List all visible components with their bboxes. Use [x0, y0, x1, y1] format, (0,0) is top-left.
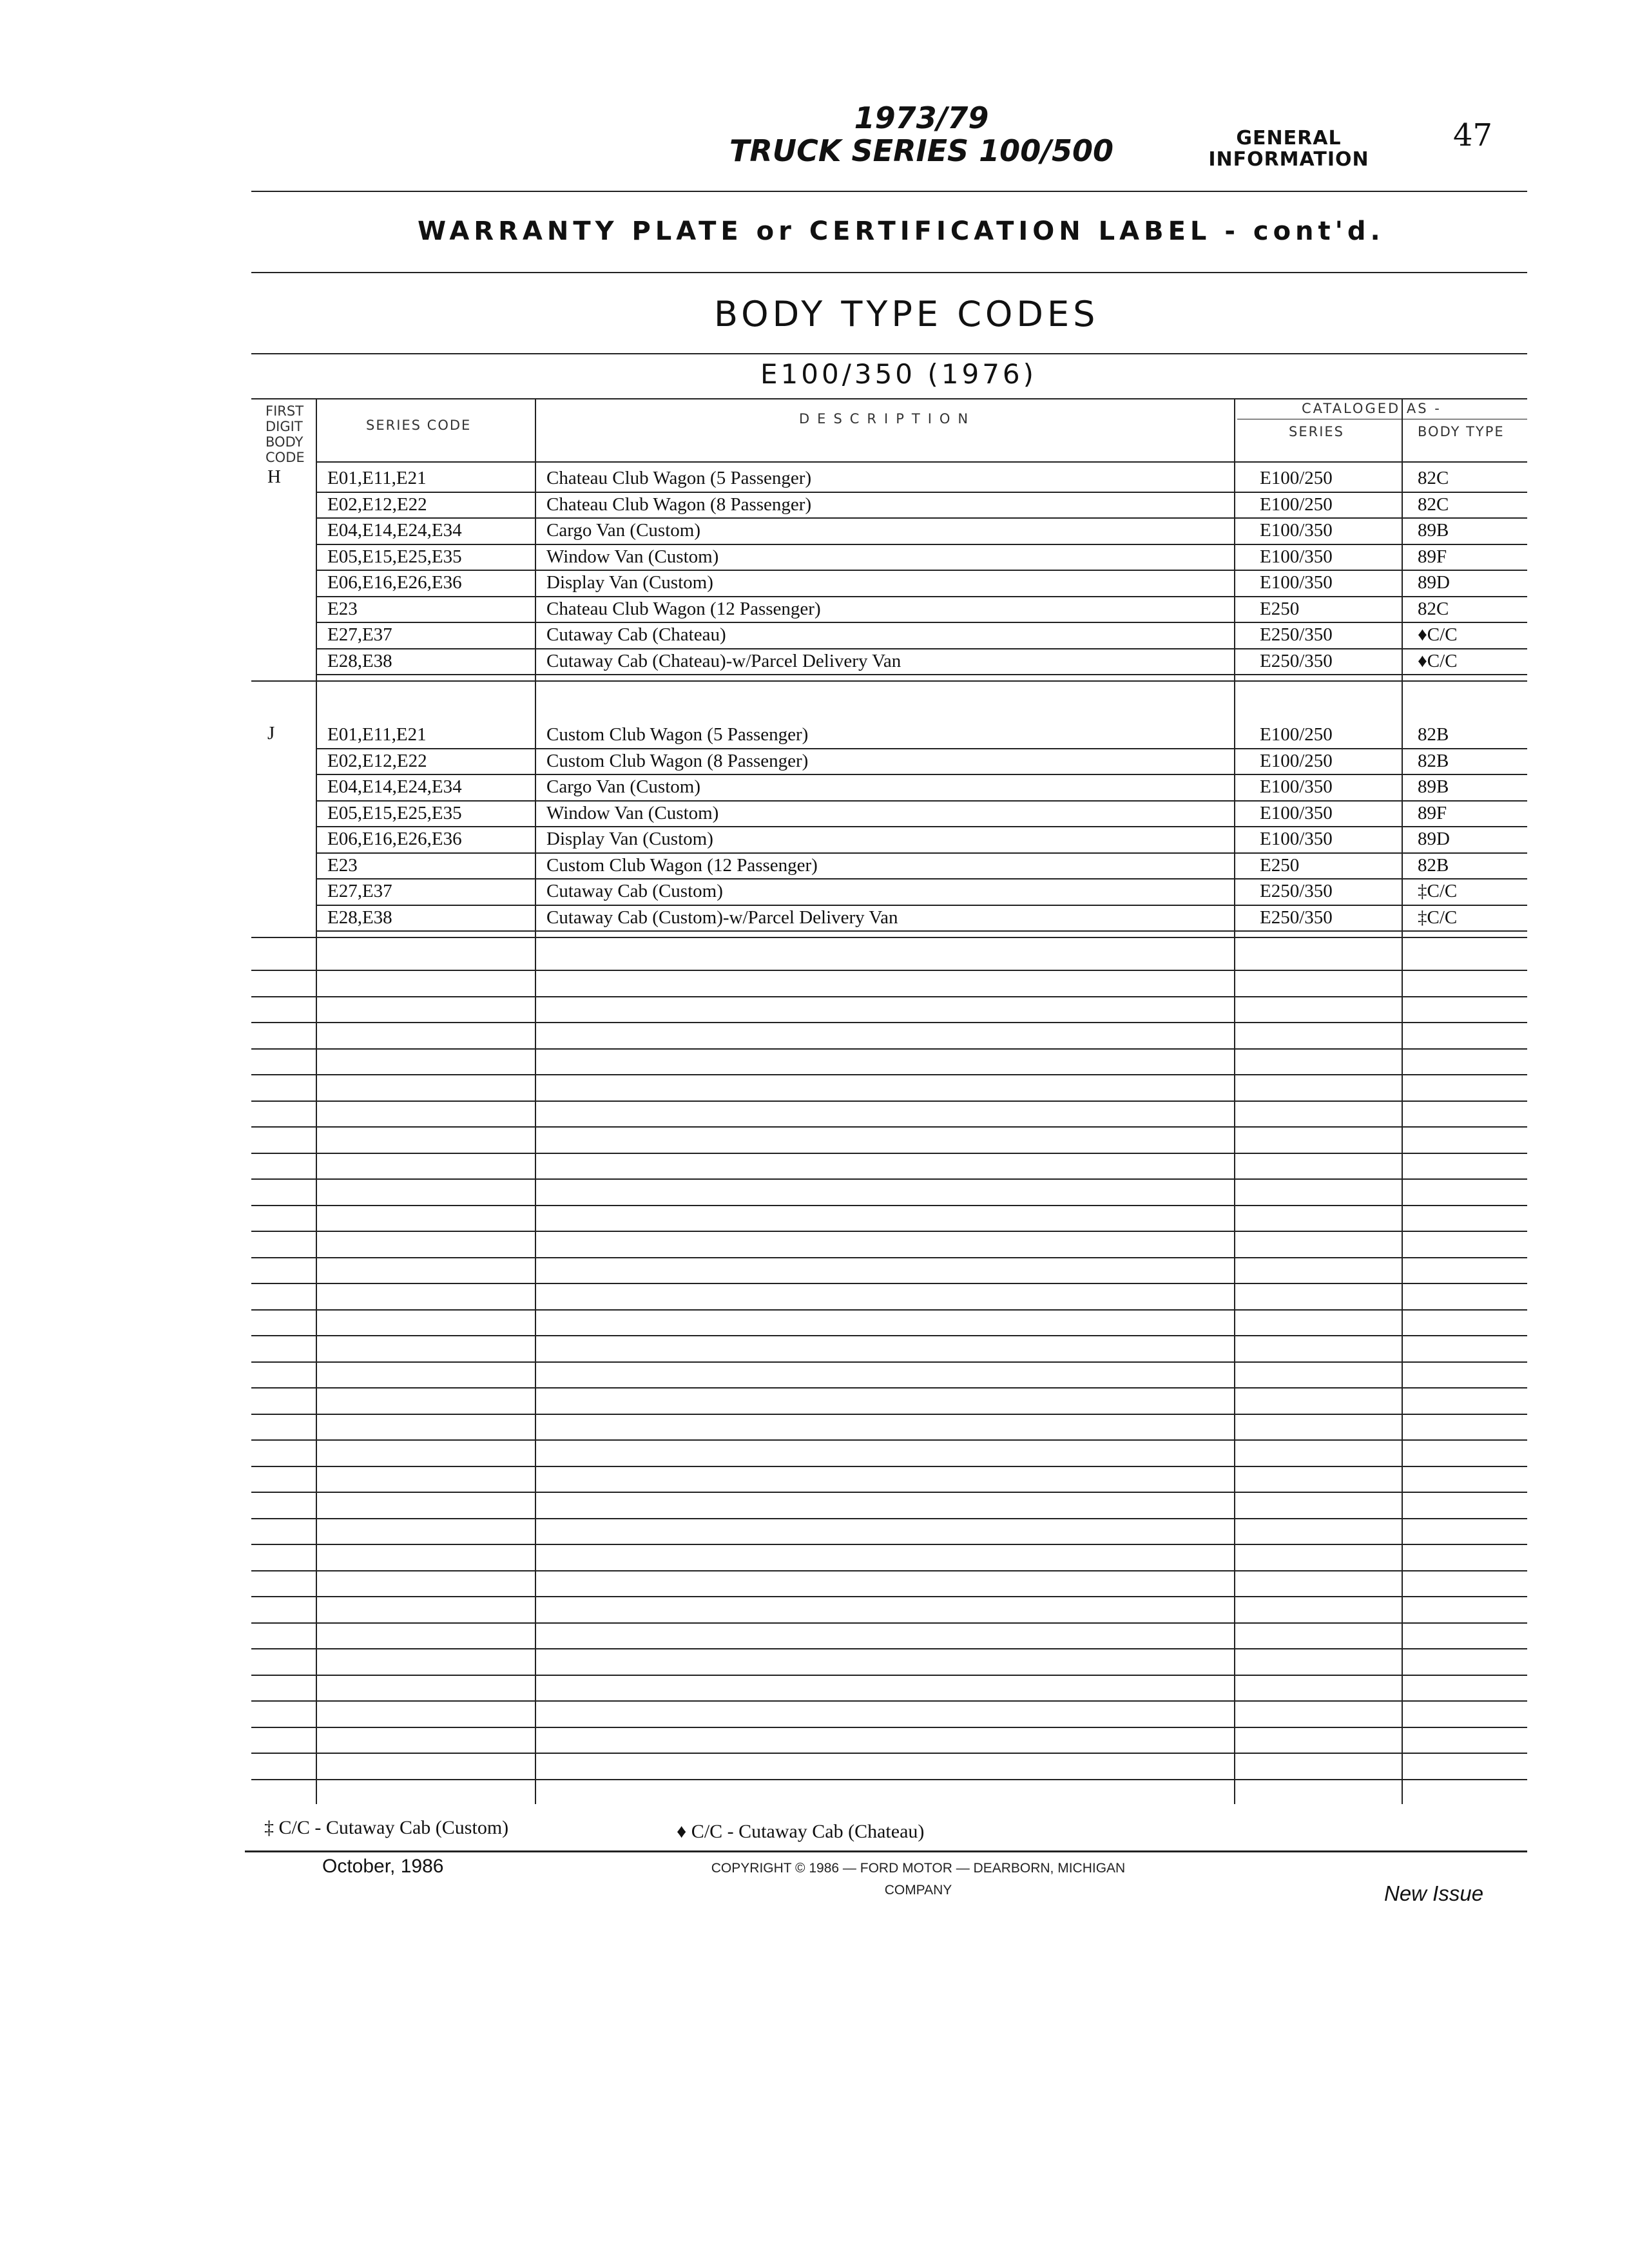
- body-type-cell: 82B: [1418, 724, 1449, 745]
- description-cell: Cutaway Cab (Custom): [546, 881, 723, 901]
- blank-row-rule: [251, 1361, 1527, 1363]
- body-type-cell: 89D: [1418, 572, 1450, 593]
- description-cell: Custom Club Wagon (8 Passenger): [546, 750, 809, 771]
- blank-row-rule: [251, 1570, 1527, 1571]
- header-bottom-rule: [316, 461, 1527, 463]
- description-cell: Cargo Van (Custom): [546, 520, 700, 541]
- series-cell: E100/250: [1260, 724, 1333, 745]
- body-type-cell: 89B: [1418, 776, 1449, 797]
- first-digit-code: J: [267, 723, 275, 744]
- section-subheading: E100/350 (1976): [760, 358, 1037, 390]
- section-label-line1: GENERAL: [1236, 127, 1342, 149]
- description-cell: Chateau Club Wagon (8 Passenger): [546, 494, 812, 515]
- body-type-cell: ‡C/C: [1418, 907, 1458, 928]
- series-code-cell: E02,E12,E22: [327, 750, 427, 771]
- column-divider: [1234, 399, 1235, 1804]
- col-header-description: DESCRIPTION: [799, 411, 976, 427]
- series-cell: E100/350: [1260, 776, 1333, 797]
- body-type-cell: ♦C/C: [1418, 650, 1458, 671]
- description-cell: Custom Club Wagon (5 Passenger): [546, 724, 809, 745]
- blank-row-rule: [251, 996, 1527, 997]
- series-cell: E100/250: [1260, 494, 1333, 515]
- body-type-cell: 89F: [1418, 802, 1447, 823]
- blank-row-rule: [251, 1074, 1527, 1075]
- col-header-first-digit-line: DIGIT: [265, 419, 303, 435]
- column-divider: [316, 399, 317, 1804]
- series-code-cell: E01,E11,E21: [327, 724, 427, 745]
- row-rule: [316, 748, 1527, 749]
- footnote-custom: ‡ C/C - Cutaway Cab (Custom): [264, 1817, 509, 1838]
- series-cell: E100/350: [1260, 572, 1333, 593]
- blank-row-rule: [251, 1439, 1527, 1441]
- description-cell: Display Van (Custom): [546, 572, 713, 593]
- first-digit-code: H: [267, 466, 281, 487]
- col-header-first-digit-line: FIRST: [265, 403, 304, 419]
- series-cell: E250/350: [1260, 650, 1333, 671]
- body-type-cell: 82B: [1418, 750, 1449, 771]
- row-rule: [316, 544, 1527, 545]
- blank-row-rule: [251, 1309, 1527, 1311]
- row-rule: [316, 492, 1527, 493]
- body-type-cell: ♦C/C: [1418, 624, 1458, 645]
- description-cell: Display Van (Custom): [546, 829, 713, 849]
- blank-row-rule: [251, 1100, 1527, 1102]
- column-divider: [1402, 399, 1403, 1804]
- body-type-cell: 89F: [1418, 546, 1447, 567]
- description-cell: Cutaway Cab (Custom)-w/Parcel Delivery Van: [546, 907, 898, 928]
- col-header-series: SERIES: [1289, 424, 1344, 439]
- body-type-cell: ‡C/C: [1418, 881, 1458, 901]
- blank-row-rule: [251, 1153, 1527, 1154]
- row-rule: [316, 878, 1527, 879]
- blank-row-rule: [251, 1622, 1527, 1624]
- series-cell: E100/250: [1260, 468, 1333, 488]
- col-header-series-code: SERIES CODE: [366, 418, 472, 433]
- blank-row-rule: [251, 1648, 1527, 1649]
- blank-row-rule: [251, 1700, 1527, 1702]
- group-end-rule: [251, 680, 1527, 682]
- series-code-cell: E28,E38: [327, 650, 392, 671]
- body-type-cell: 89D: [1418, 829, 1450, 849]
- footer-issue: New Issue: [1384, 1881, 1484, 1905]
- blank-row-rule: [251, 1387, 1527, 1389]
- series-cell: E100/350: [1260, 802, 1333, 823]
- body-type-cell: 82B: [1418, 854, 1449, 876]
- series-code-cell: E04,E14,E24,E34: [327, 776, 462, 797]
- row-rule: [316, 905, 1527, 906]
- row-rule: [316, 930, 1527, 932]
- description-cell: Custom Club Wagon (12 Passenger): [546, 854, 818, 876]
- footer-copyright: [644, 1861, 1192, 1898]
- series-code-cell: E23: [327, 854, 358, 876]
- group-end-rule: [251, 937, 1527, 938]
- blank-row-rule: [251, 970, 1527, 971]
- row-rule: [316, 826, 1527, 827]
- series-cell: E250: [1260, 598, 1300, 619]
- description-cell: Chateau Club Wagon (5 Passenger): [546, 468, 812, 488]
- col-header-first-digit-line: CODE: [265, 450, 305, 466]
- body-type-cell: 82C: [1418, 598, 1449, 619]
- blank-row-rule: [251, 1178, 1527, 1180]
- blank-row-rule: [251, 1466, 1527, 1467]
- series-code-cell: E05,E15,E25,E35: [327, 546, 462, 567]
- row-rule: [316, 852, 1527, 854]
- blank-row-rule: [251, 1231, 1527, 1232]
- series-code-cell: E06,E16,E26,E36: [327, 572, 462, 593]
- blank-row-rule: [251, 1257, 1527, 1258]
- column-divider: [535, 399, 536, 1804]
- description-cell: Cutaway Cab (Chateau): [546, 624, 726, 645]
- blank-row-rule: [251, 1518, 1527, 1519]
- series-cell: E250: [1260, 854, 1300, 876]
- footer-copyright-line1: COPYRIGHT © 1986 — FORD MOTOR — DEARBORN, MICHIGAN: [711, 1861, 1126, 1876]
- col-header-cataloged-as: CATALOGED AS -: [1302, 401, 1441, 416]
- footer-date: October, 1986: [322, 1856, 444, 1877]
- row-rule: [316, 674, 1527, 675]
- series-code-cell: E04,E14,E24,E34: [327, 520, 462, 541]
- blank-row-rule: [251, 1492, 1527, 1493]
- series-cell: E100/350: [1260, 829, 1333, 849]
- row-rule: [316, 517, 1527, 519]
- description-cell: Window Van (Custom): [546, 546, 719, 567]
- row-rule: [316, 774, 1527, 775]
- blank-row-rule: [251, 1205, 1527, 1206]
- series-cell: E250/350: [1260, 624, 1333, 645]
- series-code-cell: E23: [327, 598, 358, 619]
- blank-row-rule: [251, 1596, 1527, 1597]
- blank-row-rule: [251, 1675, 1527, 1676]
- row-rule: [316, 570, 1527, 571]
- body-type-cell: 89B: [1418, 520, 1449, 541]
- series-cell: E250/350: [1260, 881, 1333, 901]
- header-title-years: 1973/79: [854, 101, 989, 135]
- blank-row-rule: [251, 1779, 1527, 1780]
- series-cell: E100/350: [1260, 546, 1333, 567]
- body-type-cell: 82C: [1418, 494, 1449, 515]
- page-subtitle: WARRANTY PLATE or CERTIFICATION LABEL - cont'd.: [418, 216, 1385, 246]
- row-rule: [316, 648, 1527, 649]
- row-rule: [316, 800, 1527, 802]
- blank-row-rule: [251, 1753, 1527, 1754]
- blank-row-rule: [251, 1022, 1527, 1023]
- series-cell: E100/250: [1260, 750, 1333, 771]
- footnote-rule: [245, 1850, 1527, 1852]
- footnote-chateau: ♦ C/C - Cutaway Cab (Chateau): [677, 1821, 925, 1842]
- blank-row-rule: [251, 1283, 1527, 1284]
- header-title-series: TRUCK SERIES 100/500: [729, 133, 1114, 168]
- section-label-line2: INFORMATION: [1208, 148, 1369, 171]
- body-type-cell: 82C: [1418, 468, 1449, 488]
- blank-row-rule: [251, 1126, 1527, 1128]
- description-cell: Chateau Club Wagon (12 Passenger): [546, 598, 821, 619]
- row-rule: [316, 622, 1527, 623]
- footer-copyright-line2: COMPANY: [884, 1883, 952, 1898]
- blank-row-rule: [251, 1335, 1527, 1336]
- series-code-cell: E27,E37: [327, 624, 392, 645]
- section-heading: BODY TYPE CODES: [714, 294, 1099, 334]
- col-header-body-type: BODY TYPE: [1418, 424, 1505, 439]
- col-header-first-digit-line: BODY: [265, 434, 304, 450]
- blank-row-rule: [251, 1048, 1527, 1050]
- blank-row-rule: [251, 1727, 1527, 1728]
- page-number: 47: [1453, 117, 1493, 153]
- series-code-cell: E27,E37: [327, 881, 392, 901]
- blank-row-rule: [251, 1414, 1527, 1415]
- description-cell: Cutaway Cab (Chateau)-w/Parcel Delivery Van: [546, 650, 901, 671]
- series-code-cell: E01,E11,E21: [327, 468, 427, 488]
- series-code-cell: E28,E38: [327, 907, 392, 928]
- description-cell: Window Van (Custom): [546, 802, 719, 823]
- blank-row-rule: [251, 1544, 1527, 1545]
- series-code-cell: E05,E15,E25,E35: [327, 802, 462, 823]
- row-rule: [316, 596, 1527, 597]
- series-cell: E250/350: [1260, 907, 1333, 928]
- description-cell: Cargo Van (Custom): [546, 776, 700, 797]
- series-cell: E100/350: [1260, 520, 1333, 541]
- series-code-cell: E02,E12,E22: [327, 494, 427, 515]
- series-code-cell: E06,E16,E26,E36: [327, 829, 462, 849]
